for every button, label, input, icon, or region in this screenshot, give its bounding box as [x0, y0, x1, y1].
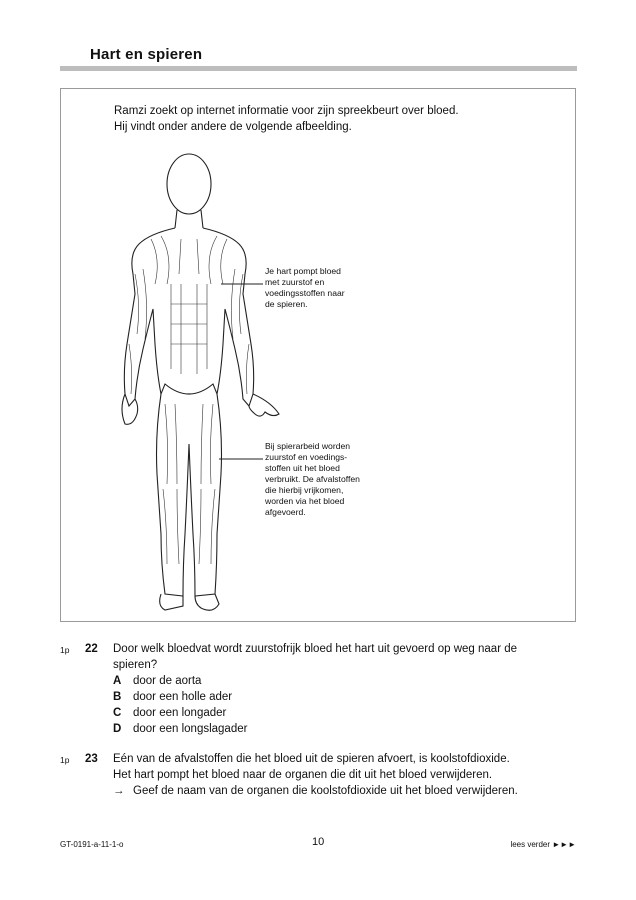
option-letter: D	[113, 723, 122, 735]
arrow-right-icon: →	[113, 785, 125, 797]
figure-intro	[114, 103, 459, 135]
callout-line: stoffen uit het bloed	[265, 463, 340, 473]
question-points: 1p	[60, 755, 70, 765]
head-shape	[167, 154, 211, 214]
option-text: door een longader	[133, 707, 227, 719]
question-line: Eén van de afvalstoffen die het bloed uit de spieren afvoert, is koolstofdioxide.	[113, 753, 510, 765]
question-number: 22	[85, 643, 98, 655]
callout-line: met zuurstof en	[265, 277, 325, 287]
option-letter: A	[113, 675, 122, 687]
answer-option-c[interactable]	[113, 705, 583, 721]
question-line: Door welk bloedvat wordt zuurstofrijk bloed het hart uit gevoerd op weg naar de	[113, 643, 518, 655]
intro-line: Ramzi zoekt op internet informatie voor zijn spreekbeurt over bloed.	[114, 105, 459, 117]
callout-line: voedingsstoffen naar	[265, 288, 345, 298]
answer-option-b[interactable]	[113, 689, 583, 705]
callout-muscle-work	[265, 441, 360, 518]
legs-outline	[157, 394, 222, 596]
callout-line: worden via het bloed	[265, 496, 345, 506]
question-points: 1p	[60, 645, 70, 655]
intro-line: Hij vindt onder andere de volgende afbeelding.	[114, 121, 352, 133]
callout-line: verbruikt. De afvalstoffen	[265, 474, 360, 484]
title-rule	[60, 66, 577, 71]
torso-outline	[124, 228, 253, 406]
callout-line: die hierbij vrijkomen,	[265, 485, 344, 495]
option-text: door een longslagader	[133, 723, 248, 735]
figure-box	[60, 88, 576, 622]
option-text: door de aorta	[133, 675, 202, 687]
callout-heart	[265, 266, 345, 310]
answer-option-a[interactable]	[113, 673, 583, 689]
question-line: spieren?	[113, 659, 158, 671]
right-hand	[249, 394, 279, 416]
page-number: 10	[312, 836, 325, 848]
feet	[160, 594, 219, 610]
callout-line: zuurstof en voedings-	[265, 452, 348, 462]
question-text	[113, 751, 583, 799]
callout-line: de spieren.	[265, 299, 308, 309]
task-text: Geef de naam van de organen die koolstofdioxide uit het bloed verwijderen.	[133, 785, 518, 797]
answer-option-d[interactable]	[113, 721, 583, 737]
section-title: Hart en spieren	[90, 46, 203, 63]
footer-exam-code: GT-0191-a-11-1-o	[60, 840, 124, 849]
callout-line: afgevoerd.	[265, 507, 306, 517]
callout-line: Je hart pompt bloed	[265, 266, 341, 276]
muscle-figure-illustration	[121, 144, 451, 614]
option-text: door een holle ader	[133, 691, 233, 703]
option-letter: C	[113, 707, 122, 719]
task-instruction	[113, 783, 583, 799]
callout-line: Bij spierarbeid worden	[265, 441, 351, 451]
neck-shape	[175, 210, 203, 228]
option-letter: B	[113, 691, 122, 703]
question-number: 23	[85, 753, 98, 765]
continue-indicator: lees verder ►►►	[510, 840, 576, 849]
question-text	[113, 641, 583, 737]
question-line: Het hart pompt het bloed naar de organen die dit uit het bloed verwijderen.	[113, 769, 493, 781]
